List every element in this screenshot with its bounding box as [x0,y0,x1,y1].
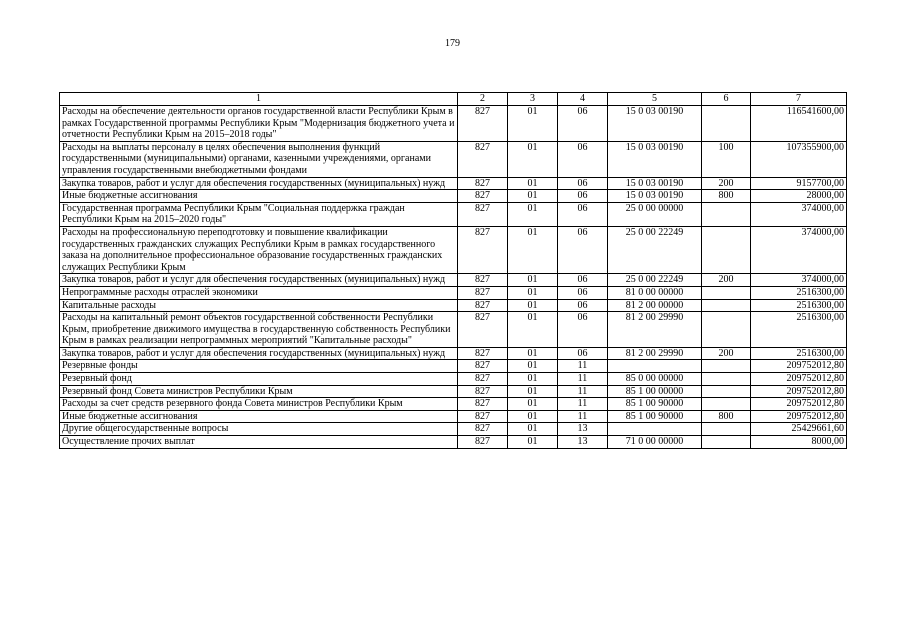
target-article-cell: 81 0 00 00000 [608,286,702,299]
ministry-code-cell: 827 [458,286,508,299]
target-article-cell: 85 1 00 90000 [608,398,702,411]
subsection-code-cell: 11 [558,373,608,386]
subsection-code-cell: 06 [558,274,608,287]
expense-name-cell: Другие общегосударственные вопросы [60,423,458,436]
expense-name-cell: Капитальные расходы [60,299,458,312]
column-header: 1 [60,93,458,106]
expense-type-cell: 200 [702,274,751,287]
column-header: 4 [558,93,608,106]
subsection-code-cell: 06 [558,141,608,177]
expense-type-cell [702,398,751,411]
section-code-cell: 01 [508,202,558,226]
expense-type-cell [702,360,751,373]
target-article-cell: 85 1 00 00000 [608,385,702,398]
target-article-cell: 25 0 00 22249 [608,274,702,287]
expense-name-cell: Закупка товаров, работ и услуг для обеспечения государственных (муниципальных) нужд [60,274,458,287]
ministry-code-cell: 827 [458,398,508,411]
section-code-cell: 01 [508,360,558,373]
section-code-cell: 01 [508,385,558,398]
section-code-cell: 01 [508,274,558,287]
ministry-code-cell: 827 [458,347,508,360]
expense-name-cell: Расходы на капитальный ремонт объектов государственной собственности Республики Крым, приобретение движимого имущества в государственную собственность Республики Крым в рамках реализации непрограммных мероприятий "Капитальные расходы" [60,312,458,348]
expense-name-cell: Непрограммные расходы отраслей экономики [60,286,458,299]
expense-type-cell: 800 [702,410,751,423]
column-header: 5 [608,93,702,106]
subsection-code-cell: 06 [558,202,608,226]
target-article-cell: 85 1 00 90000 [608,410,702,423]
ministry-code-cell: 827 [458,190,508,203]
expense-type-cell [702,202,751,226]
ministry-code-cell: 827 [458,373,508,386]
expense-type-cell [702,423,751,436]
table-row [60,286,847,299]
amount-cell: 209752012,80 [751,385,847,398]
budget-table [59,92,847,449]
expense-name-cell: Расходы на профессиональную переподготовку и повышение квалификации государственных гражданских служащих Республики Крым в рамках государственного заказа на дополнительное профессиональное образование государственных гражданских служащих Республики Крым [60,226,458,273]
subsection-code-cell: 11 [558,385,608,398]
table-row [60,360,847,373]
table-row [60,423,847,436]
expense-name-cell: Резервные фонды [60,360,458,373]
table-row [60,312,847,348]
expense-type-cell: 800 [702,190,751,203]
target-article-cell: 15 0 03 00190 [608,141,702,177]
amount-cell: 209752012,80 [751,410,847,423]
ministry-code-cell: 827 [458,423,508,436]
table-row [60,190,847,203]
target-article-cell: 85 0 00 00000 [608,373,702,386]
section-code-cell: 01 [508,141,558,177]
expense-name-cell: Осуществление прочих выплат [60,436,458,449]
subsection-code-cell: 06 [558,347,608,360]
expense-name-cell: Иные бюджетные ассигнования [60,190,458,203]
expense-type-cell [702,373,751,386]
section-code-cell: 01 [508,190,558,203]
column-header: 3 [508,93,558,106]
subsection-code-cell: 11 [558,410,608,423]
amount-cell: 2516300,00 [751,286,847,299]
target-article-cell [608,360,702,373]
section-code-cell: 01 [508,177,558,190]
amount-cell: 2516300,00 [751,347,847,360]
ministry-code-cell: 827 [458,299,508,312]
target-article-cell: 15 0 03 00190 [608,106,702,142]
amount-cell: 2516300,00 [751,299,847,312]
table-body [60,106,847,449]
section-code-cell: 01 [508,410,558,423]
section-code-cell: 01 [508,398,558,411]
ministry-code-cell: 827 [458,141,508,177]
expense-name-cell: Закупка товаров, работ и услуг для обеспечения государственных (муниципальных) нужд [60,177,458,190]
amount-cell: 209752012,80 [751,360,847,373]
expense-type-cell: 200 [702,347,751,360]
table-row [60,410,847,423]
target-article-cell: 15 0 03 00190 [608,177,702,190]
amount-cell: 25429661,60 [751,423,847,436]
column-header: 6 [702,93,751,106]
amount-cell: 28000,00 [751,190,847,203]
table-row [60,226,847,273]
expense-type-cell [702,106,751,142]
section-code-cell: 01 [508,423,558,436]
subsection-code-cell: 06 [558,312,608,348]
amount-cell: 209752012,80 [751,398,847,411]
subsection-code-cell: 06 [558,286,608,299]
expense-type-cell [702,299,751,312]
expense-type-cell [702,436,751,449]
section-code-cell: 01 [508,299,558,312]
table-row [60,347,847,360]
amount-cell: 209752012,80 [751,373,847,386]
ministry-code-cell: 827 [458,202,508,226]
expense-name-cell: Государственная программа Республики Крым "Социальная поддержка граждан Республики Крым на 2015–2020 годы" [60,202,458,226]
table-row [60,299,847,312]
subsection-code-cell: 06 [558,177,608,190]
amount-cell: 8000,00 [751,436,847,449]
amount-cell: 2516300,00 [751,312,847,348]
target-article-cell: 81 2 00 29990 [608,347,702,360]
expense-type-cell [702,385,751,398]
expense-name-cell: Резервный фонд [60,373,458,386]
subsection-code-cell: 06 [558,106,608,142]
section-code-cell: 01 [508,436,558,449]
subsection-code-cell: 13 [558,436,608,449]
target-article-cell: 81 2 00 00000 [608,299,702,312]
table-row [60,398,847,411]
table-row [60,274,847,287]
ministry-code-cell: 827 [458,226,508,273]
ministry-code-cell: 827 [458,385,508,398]
target-article-cell: 25 0 00 22249 [608,226,702,273]
table-row [60,373,847,386]
subsection-code-cell: 06 [558,226,608,273]
expense-name-cell: Иные бюджетные ассигнования [60,410,458,423]
ministry-code-cell: 827 [458,360,508,373]
section-code-cell: 01 [508,312,558,348]
section-code-cell: 01 [508,286,558,299]
table-row [60,177,847,190]
target-article-cell: 81 2 00 29990 [608,312,702,348]
subsection-code-cell: 13 [558,423,608,436]
expense-type-cell [702,286,751,299]
table-row [60,141,847,177]
expense-name-cell: Расходы за счет средств резервного фонда Совета министров Республики Крым [60,398,458,411]
expense-type-cell: 200 [702,177,751,190]
amount-cell: 374000,00 [751,202,847,226]
subsection-code-cell: 06 [558,190,608,203]
amount-cell: 374000,00 [751,274,847,287]
target-article-cell [608,423,702,436]
table-header-row [60,93,847,106]
expense-type-cell: 100 [702,141,751,177]
table-row [60,202,847,226]
expense-type-cell [702,226,751,273]
expense-name-cell: Закупка товаров, работ и услуг для обеспечения государственных (муниципальных) нужд [60,347,458,360]
page-number: 179 [445,38,460,49]
expense-name-cell: Резервный фонд Совета министров Республики Крым [60,385,458,398]
expense-name-cell: Расходы на выплаты персоналу в целях обеспечения выполнения функций государственными (муниципальными) органами, казенными учреждениями, органами управления государственными внебюджетными фондами [60,141,458,177]
subsection-code-cell: 11 [558,360,608,373]
ministry-code-cell: 827 [458,410,508,423]
table-row [60,436,847,449]
amount-cell: 374000,00 [751,226,847,273]
subsection-code-cell: 06 [558,299,608,312]
target-article-cell: 25 0 00 00000 [608,202,702,226]
amount-cell: 107355900,00 [751,141,847,177]
target-article-cell: 71 0 00 00000 [608,436,702,449]
ministry-code-cell: 827 [458,177,508,190]
ministry-code-cell: 827 [458,274,508,287]
subsection-code-cell: 11 [558,398,608,411]
column-header: 7 [751,93,847,106]
expense-name-cell: Расходы на обеспечение деятельности органов государственной власти Республики Крым в рамках Государственной программы Республики Крым "Модернизация бюджетного учета и отчетности Республики Крым на 2015–2018 годы" [60,106,458,142]
expense-type-cell [702,312,751,348]
amount-cell: 116541600,00 [751,106,847,142]
table-row [60,385,847,398]
ministry-code-cell: 827 [458,436,508,449]
ministry-code-cell: 827 [458,312,508,348]
table-row [60,106,847,142]
target-article-cell: 15 0 03 00190 [608,190,702,203]
amount-cell: 9157700,00 [751,177,847,190]
ministry-code-cell: 827 [458,106,508,142]
section-code-cell: 01 [508,373,558,386]
section-code-cell: 01 [508,106,558,142]
section-code-cell: 01 [508,226,558,273]
section-code-cell: 01 [508,347,558,360]
column-header: 2 [458,93,508,106]
